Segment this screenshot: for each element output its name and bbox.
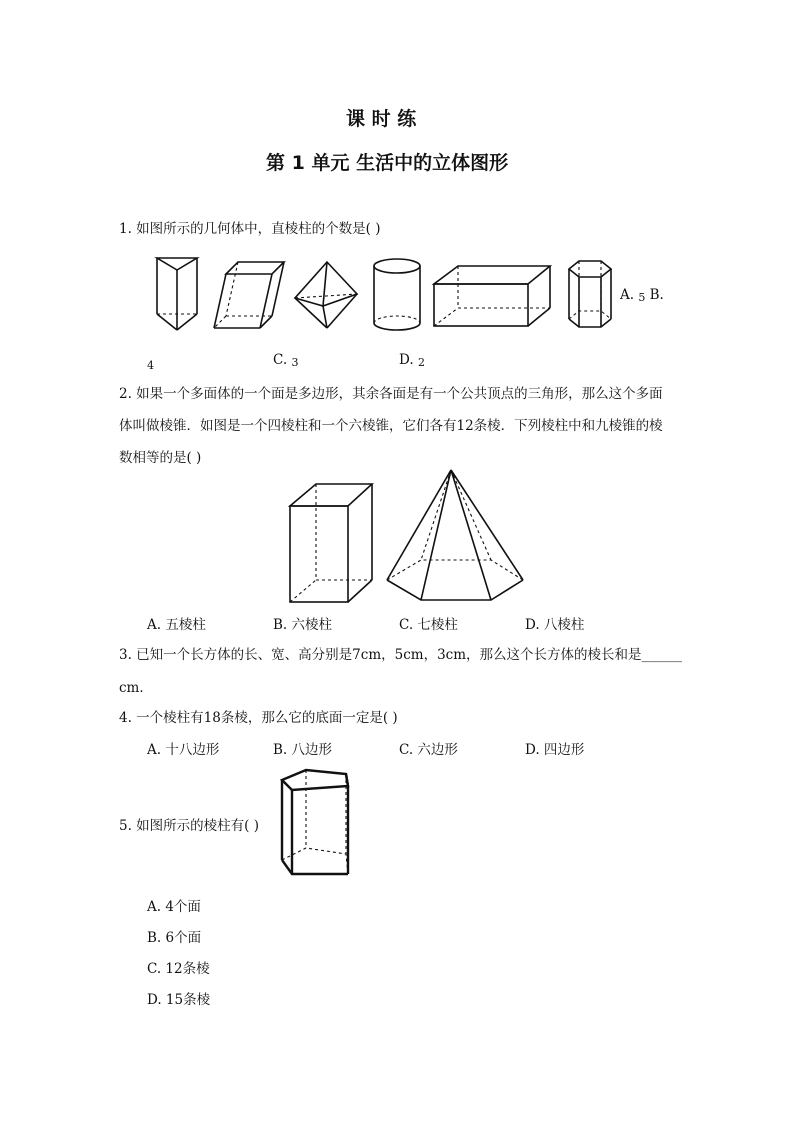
question-2-line-2: 体叫做棱锥．如图是一个四棱柱和一个六棱锥，它们各有12条棱．下列棱柱中和九棱锥的棱 bbox=[119, 418, 663, 434]
q1-option-a-value: 5 bbox=[638, 291, 646, 304]
q5-option-d[interactable]: D. 15条棱 bbox=[147, 992, 211, 1008]
cylinder-figure bbox=[371, 257, 423, 333]
q5-option-c[interactable]: C. 12条棱 bbox=[147, 961, 210, 977]
q1-option-c[interactable]: C. 3 bbox=[273, 352, 299, 369]
question-4-text: 4. 一个棱柱有18条棱，那么它的底面一定是( ) bbox=[119, 710, 398, 726]
triangular-prism-figure bbox=[155, 254, 200, 336]
pentagonal-prism-figure bbox=[278, 768, 354, 880]
q1-option-b-value[interactable]: 4 bbox=[147, 359, 154, 372]
q1-option-a[interactable] bbox=[620, 287, 664, 303]
q4-option-c[interactable]: C. 六边形 bbox=[399, 742, 458, 758]
q4-option-a[interactable]: A. 十八边形 bbox=[147, 742, 220, 758]
page-title: 课 时 练 bbox=[346, 108, 417, 130]
cuboid-figure bbox=[432, 262, 554, 330]
oblique-prism-figure bbox=[212, 258, 288, 336]
q2-option-c[interactable]: C. 七棱柱 bbox=[399, 617, 458, 633]
q2-option-b[interactable]: B. 六棱柱 bbox=[273, 617, 333, 633]
question-3-line-1: 3. 已知一个长方体的长、宽、高分别是7cm，5cm，3cm，那么这个长方体的棱长和是______ bbox=[119, 647, 683, 663]
q5-option-a[interactable]: A. 4个面 bbox=[147, 899, 201, 915]
question-2-line-1: 2. 如果一个多面体的一个面是多边形，其余各面是有一个公共顶点的三角形，那么这个多面 bbox=[119, 386, 663, 402]
hexagonal-prism-figure bbox=[567, 259, 613, 331]
q4-option-b[interactable]: B. 八边形 bbox=[273, 742, 333, 758]
q5-option-b[interactable]: B. 6个面 bbox=[147, 930, 202, 946]
question-3-line-2: cm． bbox=[119, 680, 153, 696]
question-1-text: 1. 如图所示的几何体中，直棱柱的个数是( ) bbox=[119, 221, 381, 237]
octahedron-figure bbox=[293, 260, 361, 330]
hexagonal-pyramid-figure bbox=[385, 468, 527, 604]
question-5-text: 5. 如图所示的棱柱有( ) bbox=[119, 818, 259, 834]
question-2-line-3: 数相等的是( ) bbox=[119, 450, 202, 466]
q2-option-a[interactable]: A. 五棱柱 bbox=[147, 617, 206, 633]
q4-option-d[interactable]: D. 四边形 bbox=[525, 742, 585, 758]
q1-option-a-label: A. bbox=[620, 287, 635, 303]
q1-option-d[interactable]: D. 2 bbox=[399, 352, 425, 369]
quadrangular-prism-figure bbox=[288, 482, 378, 606]
q2-option-d[interactable]: D. 八棱柱 bbox=[525, 617, 585, 633]
unit-subtitle: 第 1 单元 生活中的立体图形 bbox=[266, 152, 509, 174]
q1-option-b-label: B. bbox=[649, 287, 664, 303]
